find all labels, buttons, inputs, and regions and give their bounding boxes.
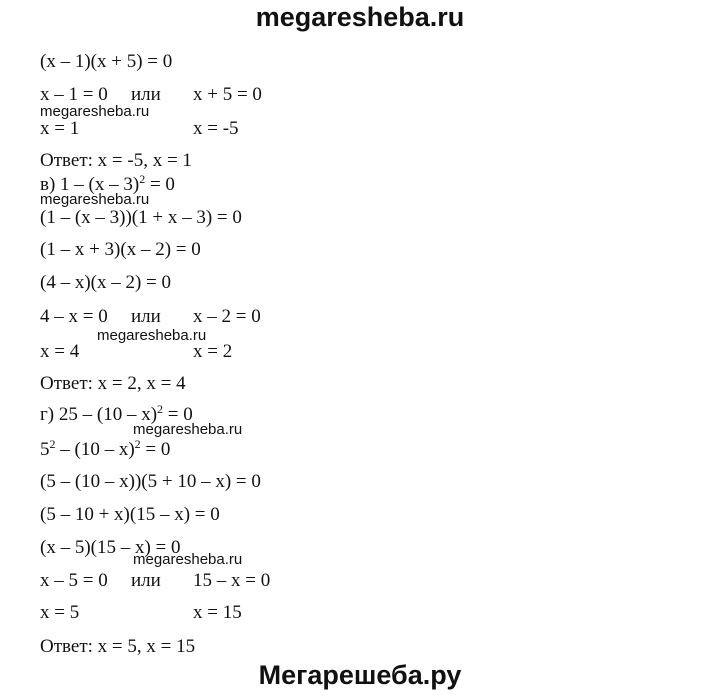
- watermark: megaresheba.ru: [133, 421, 243, 438]
- equation-b-step3: (4 – x)(x – 2) = 0: [40, 272, 172, 293]
- watermark: megaresheba.ru: [97, 327, 207, 344]
- answer-b: Ответ: x = 2, x = 4: [40, 373, 186, 394]
- equation-b: в) 1 – (x – 3)$^2$ = 0: [40, 172, 175, 195]
- or-word: или: [131, 84, 161, 105]
- exponent: 2: [49, 437, 56, 451]
- case-b-right: x – 2 = 0: [193, 306, 261, 327]
- exponent: 2: [134, 437, 141, 451]
- case-b-left: 4 – x = 0: [40, 306, 108, 327]
- root-c-left: x = 5: [40, 602, 80, 623]
- answer-c: Ответ: x = 5, x = 15: [40, 636, 196, 657]
- case-a-right: x + 5 = 0: [193, 84, 262, 105]
- watermark: megaresheba.ru: [133, 551, 243, 568]
- equation-b-step1: (1 – (x – 3))(1 + x – 3) = 0: [40, 207, 242, 228]
- equation-c-step1: $5^2 - (10 - x)^2 = 0$: [40, 437, 171, 460]
- watermark: megaresheba.ru: [40, 103, 150, 120]
- root-c-right: x = 15: [193, 602, 242, 623]
- answer-a: Ответ: x = -5, x = 1: [40, 150, 192, 171]
- or-word: или: [131, 306, 161, 327]
- root-a-left: x = 1: [40, 118, 80, 139]
- site-footer: Мегарешеба.ру: [258, 660, 462, 690]
- site-header: megaresheba.ru: [255, 2, 465, 32]
- case-a-left: x – 1 = 0: [40, 84, 108, 105]
- equation-a: (x – 1)(x + 5) = 0: [40, 51, 173, 72]
- root-b-left: x = 4: [40, 341, 80, 362]
- equation-c-step4: (x – 5)(15 – x) = 0: [40, 537, 181, 558]
- equation-c-step2: (5 – (10 – x))(5 + 10 – x) = 0: [40, 471, 261, 492]
- case-c-left: x – 5 = 0: [40, 570, 108, 591]
- exponent: 2: [157, 402, 164, 416]
- equation-c-step3: (5 – 10 + x)(15 – x) = 0: [40, 504, 220, 525]
- case-c-right: 15 – x = 0: [193, 570, 271, 591]
- watermark: megaresheba.ru: [40, 191, 150, 208]
- equation-b-step2: (1 – x + 3)(x – 2) = 0: [40, 239, 201, 260]
- equation-c: г) 25 – (10 – x)$^2$ = 0: [40, 402, 193, 425]
- root-a-right: x = -5: [193, 118, 239, 139]
- exponent: 2: [139, 172, 146, 186]
- root-b-right: x = 2: [193, 341, 233, 362]
- or-word: или: [131, 570, 161, 591]
